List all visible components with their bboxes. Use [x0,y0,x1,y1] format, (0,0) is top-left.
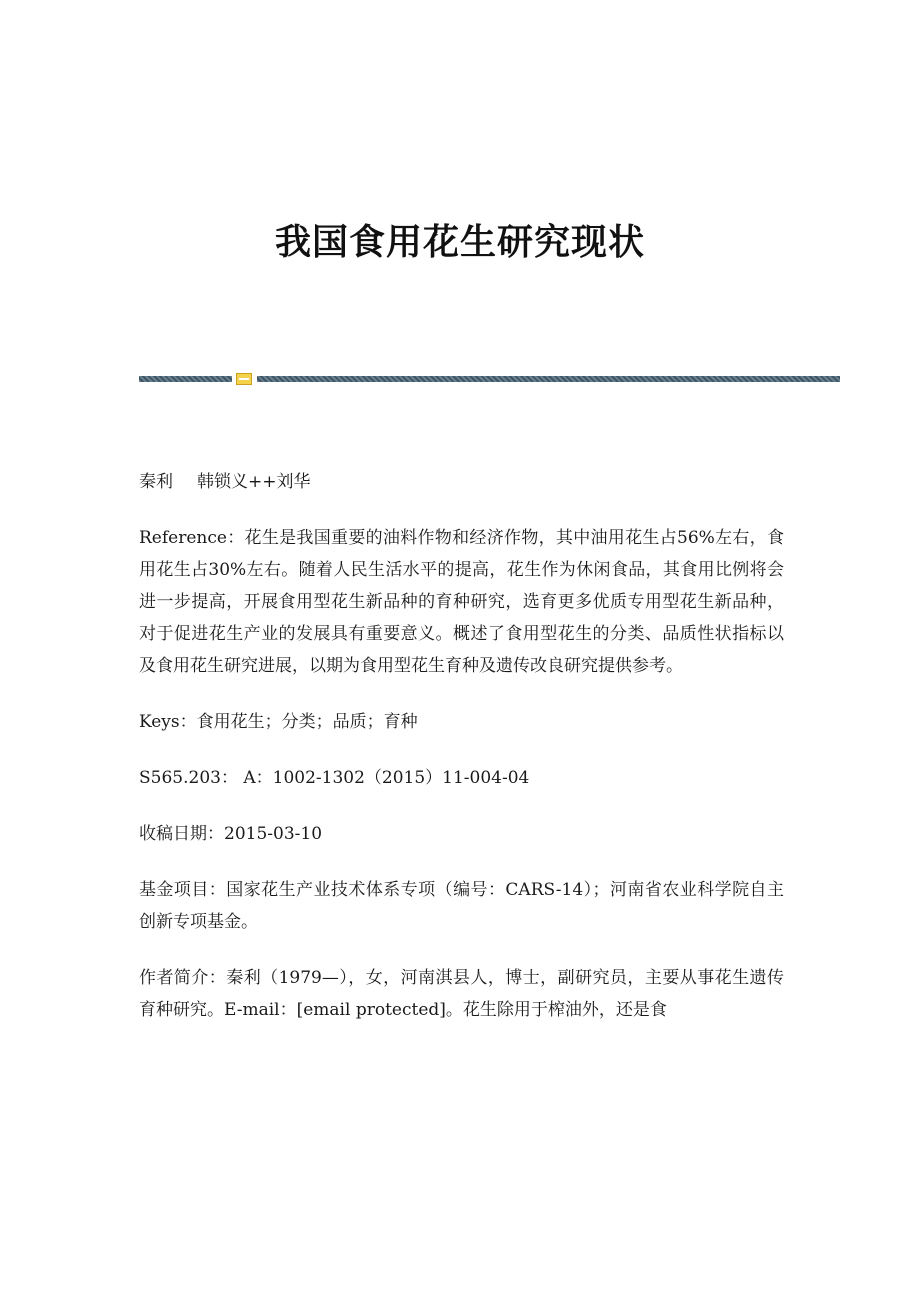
bio-label: 作者简介： [139,968,227,988]
fund-label: 基金项目： [139,880,227,900]
document-title: 我国食用花生研究现状 [274,221,645,263]
reference-text: 花生是我国重要的油料作物和经济作物，其中油用花生占56%左右，食用花生占30%左右。随着人民生活水平的提高，花生作为休闲食品，其食用比例将会进一步提高，开展食用型花生新品种的育种研究，选育更多优质专用型花生新品种，对于促进花生产业的发展具有重要意义。概述了食用型花生的分类、品质性状指标以及食用花生研究进展，以期为食用型花生育种及遗传改良研究提供参考。 [139,528,784,676]
author-others: 韩锁义++刘华 [197,472,311,492]
author-line [139,466,784,498]
fund-text: 国家花生产业技术体系专项（编号：CARS-14）；河南省农业科学院自主创新专项基金。 [139,880,785,932]
divider-ornament-icon [236,373,252,385]
received-date: 2015-03-10 [224,824,323,844]
fund-paragraph [139,874,784,938]
reference-label: Reference： [139,528,245,548]
received-date-line [139,818,784,850]
divider-bar-right [257,376,840,382]
author-primary: 秦利 [139,472,173,492]
document-body [139,466,784,1050]
classification-line: S565.203： A：1002-1302（2015）11-004-04 [139,768,530,788]
keys-paragraph [139,706,784,738]
divider-bar-left [139,376,232,382]
keys-text: 食用花生；分类；品质；育种 [196,712,418,732]
author-bio-paragraph [139,962,784,1026]
title-divider [139,373,840,385]
bio-text: 秦利（1979—），女，河南淇县人，博士，副研究员，主要从事花生遗传育种研究。E-mail：[email protected]。花生除用于榨油外，还是食 [139,968,785,1020]
received-label: 收稿日期： [139,824,224,844]
keys-label: Keys： [139,712,197,732]
reference-paragraph [139,522,784,682]
